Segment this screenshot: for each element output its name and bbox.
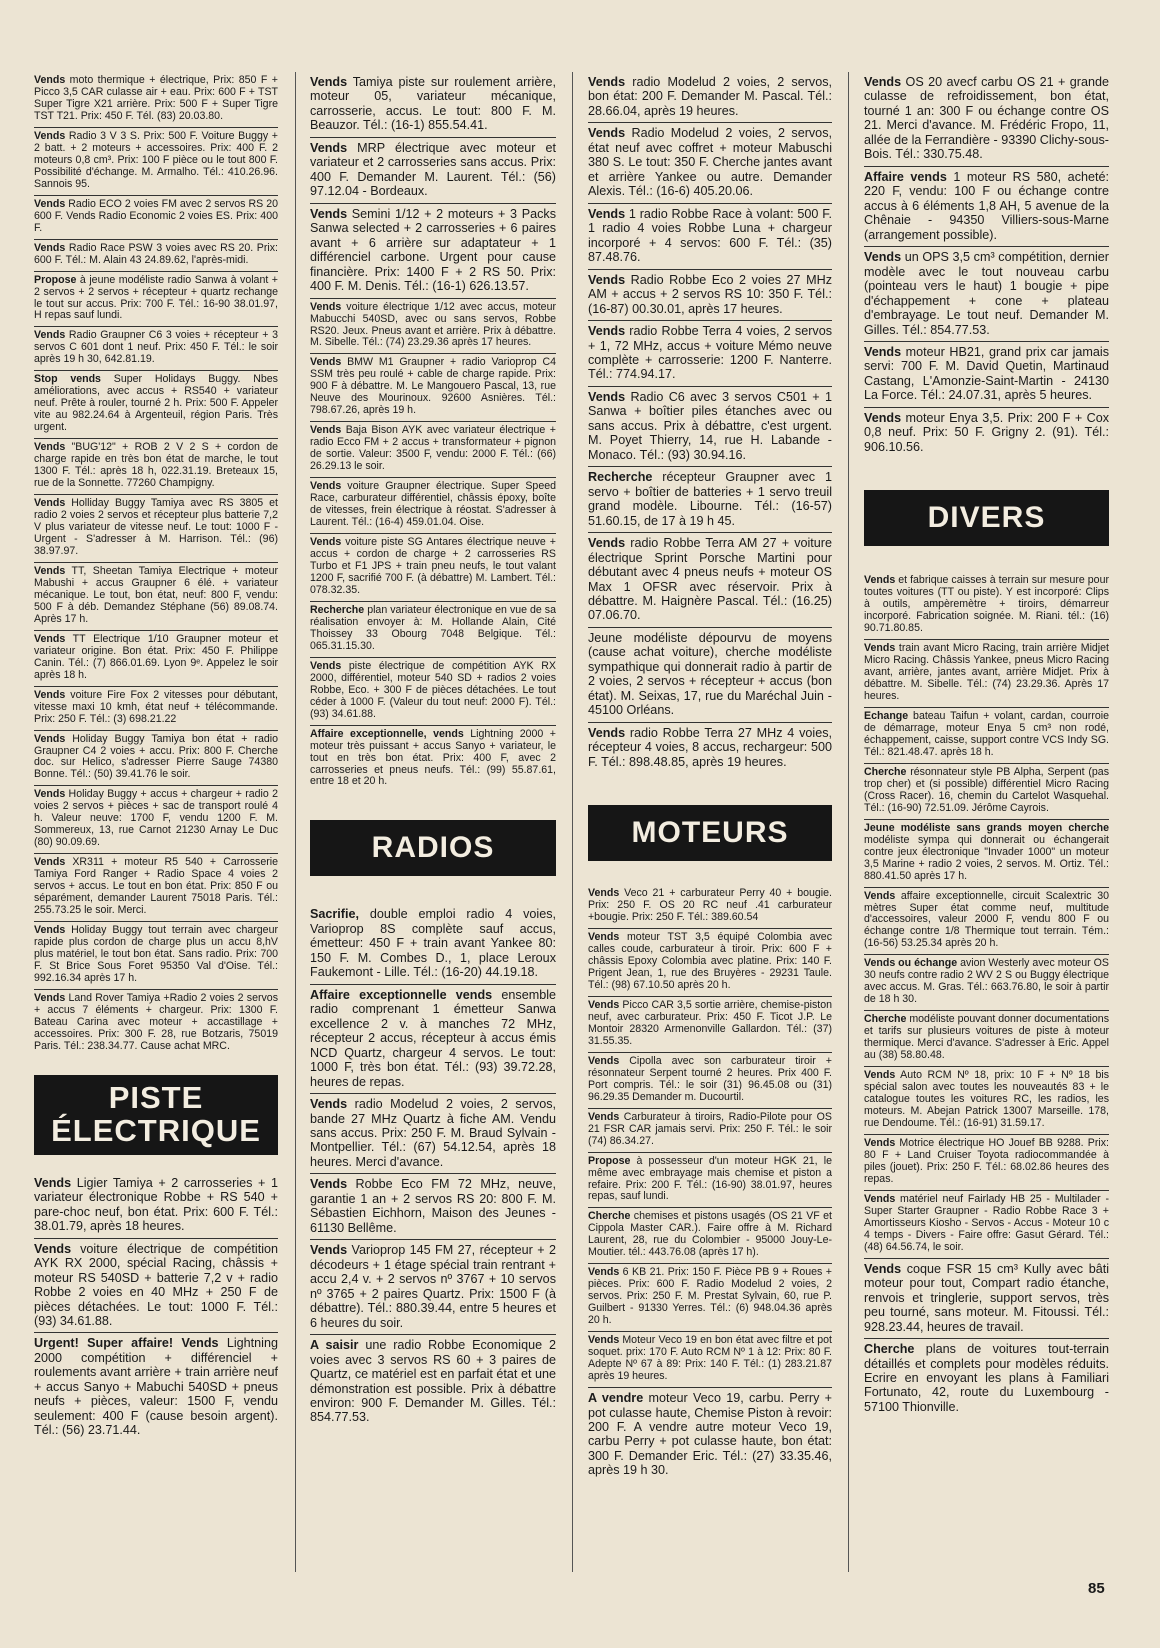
classified-ad: [34, 786, 278, 854]
classified-ad: [310, 422, 556, 478]
ad-lead: Vends: [310, 1097, 348, 1112]
ad-lead: Recherche: [588, 470, 653, 485]
classified-ad: [310, 658, 556, 726]
ad-text: train avant Micro Racing, train arrière Midjet Micro Racing. Châssis Yankee, pneus Micro Racing avant, arrière, jantes avant, arrière Midjet. Prix à débattre. M. Sibelle. Tél.: (74) 23.29.36. Après 17 heures.: [864, 642, 1109, 702]
classified-ad: [588, 72, 832, 123]
ad-text: bateau Taifun + volant, cardan, courroie de démarrage, moteur Enya 5 cm³ non rodé, échappement, caisse, support contre VCS Indy SG. Tél.: 821.48.47. après 18 h.: [864, 709, 1109, 758]
ad-lead: Recherche: [310, 603, 365, 616]
ad-text: voiture piste SG Antares électrique neuve + accus + cordon de charge + 2 carrosseries RS Turbo et F1 JPS + train pneu neufs, le tout valant 1200 F, sacrifié 700 F. (à débattre) M. Lambert. Tél.: 078.32.35.: [310, 536, 556, 596]
ad-lead: Cherche: [864, 1342, 915, 1357]
classified-ad: [310, 1335, 556, 1429]
ad-lead: Vends: [310, 206, 348, 221]
classified-ad: [864, 764, 1109, 820]
classified-ad: [588, 723, 832, 773]
ad-lead: Vends: [864, 75, 902, 89]
ad-lead: Vends: [310, 1177, 348, 1192]
ad-text: coque FSR 15 cm³ Kully avec bâti moteur pour tout, Compart radio étanche, renvois et tringlerie, support servos, très peu tourné, sans moteur. M. Fitoussi. Tél.: 928.23.44, heures de travail.: [864, 1261, 1109, 1334]
ad-lead: Vends: [34, 497, 66, 510]
classified-ad: [864, 408, 1109, 458]
ad-text: Radio Robbe Eco 2 voies 27 MHz AM + accus + 2 servos RS 10: 350 F. Tél.: (16-87) 00.30.01, après 17 heures.: [588, 272, 832, 316]
ad-text: résonnateur style PB Alpha, Serpent (pas trop cher) et (si possible) différentiel Micro Racing (Cross Racer). 16, chemin du Cartelot Wasquehal. Tél.: (16-90) 72.51.09. Jérôme Cayrois.: [864, 765, 1109, 814]
ad-lead: Vends: [310, 140, 348, 155]
ad-lead: Affaire exceptionnelle, vends: [310, 727, 464, 740]
ad-text: Radio 3 V 3 S. Prix: 500 F. Voiture Buggy + 2 batt. + 2 moteurs + accessoires. Prix: 400 F. 2 moteurs 0,8 cm³. Prix: 100 F pièce ou le tout 800 F. Possibilité d'échange. M. Armalho. Tél.: 410.26.96. Sannois 95.: [34, 129, 278, 190]
classified-ad: [588, 204, 832, 270]
ad-lead: Vends: [588, 931, 620, 944]
classified-ad: [588, 270, 832, 321]
ad-text: matériel neuf Fairlady HB 25 - Multilader - Super Starter Graupner - Radio Robbe Race 3 + Amortisseurs Kiosho - Servos - Accus - Moteur 10 c 4 temps - Divers - Faire offre: Gasut Gérard. Tél.: (48) 64.56.74, le soir.: [864, 1192, 1109, 1253]
ad-text: Radio Graupner C6 3 voies + récepteur + 3 servos C 601 dont 1 neuf. Prix: 450 F. Tél.: le soir après 19 h 30, 642.81.19.: [34, 329, 278, 366]
column-2: [310, 72, 556, 1429]
ad-text: plan variateur électronique en vue de sa réalisation envoyer à: M. Hollande Alain, Cité Thoissey 33 Obourg 7048 Belgique. Tél.: 065.31.15.30.: [310, 603, 556, 652]
ad-text: moto thermique + électrique, Prix: 850 F + Picco 3,5 CAR culasse air + eau. Prix: 600 F + TST Super Tigre X21 arrière. Prix: 500 F + Super Tigre TST T21. Prix: 450 F. Tél. (83) 20.03.80.: [34, 74, 278, 122]
ad-lead: A saisir: [310, 1338, 359, 1353]
ad-lead: Vends: [864, 1192, 896, 1205]
classified-ad: [588, 1264, 832, 1332]
ad-lead: Vends: [864, 250, 902, 265]
ad-lead: Vends: [864, 1261, 902, 1276]
classified-ad: [864, 247, 1109, 342]
ad-text: radio Robbe Terra 27 MHz 4 voies, récepteur 4 voies, 8 accus, rechargeur: 500 F. Tél.: 898.48.85, après 19 heures.: [588, 725, 832, 769]
classified-ad: [34, 439, 278, 495]
ads-list: [34, 72, 278, 1057]
ad-text: 6 KB 21. Prix: 150 F. Pièce PB 9 + Roues + pièces. Prix: 600 F. Radio Modelud 2 voies, 2 servos. Prix: 250 F. M. Prestat Sylvain, 60, rue P. Guilbert - 91330 Yerres. Tél.: (6) 948.04.36 après 20 h.: [588, 1266, 832, 1327]
ad-lead: Vends: [588, 272, 626, 287]
section-header-moteurs: MOTEURS: [588, 805, 832, 861]
ad-text: Baja Bison AYK avec variateur électrique + radio Ecco FM + 2 accus + transformateur + pignon de sortie. Valeur: 3500 F, vendu: 2000 F. Tél.: (66) 26.29.13 le soir.: [310, 424, 556, 473]
ad-text: voiture électrique de compétition AYK RX 2000, spécial Racing, châssis + moteur RS 540SD + batterie 7,2 v + radio Robbe 2 voies en 40 MHz + 250 F de pièces détachées. Le tout: 1000 F. Tél.: (93) 34.61.88.: [34, 1241, 278, 1328]
ad-text: un OPS 3,5 cm³ compétition, dernier modèle avec le tout nouveau carbu (pointeau vers le haut) 1 bougie + pipe d'échappement + cone + plateau d'embrayage. Le tout neuf. Demander M. Gilles. Tél.: 854.77.53.: [864, 250, 1109, 337]
classified-ad: [310, 1094, 556, 1174]
ad-lead: Vends: [34, 732, 66, 745]
ad-text: piste électrique de compétition AYK RX 2000, différentiel, moteur 540 SD + radios 2 voies Robbe, Eco. + 300 F de pièces détachées. Le tout céder à 1000 F. (Valeur du tout neuf: 2000 F). Tél.: (93) 34.61.88.: [310, 659, 556, 720]
ad-text: MRP électrique avec moteur et variateur et 2 carrosseries sans accus. Prix: 400 F. Demander M. Laurent. Tél.: (56) 97.12.04 - Bordeaux.: [310, 140, 556, 199]
ad-text: affaire exceptionnelle, circuit Scalextric 30 mètres Super état comme neuf, multitude d'accessoires, valeur 2000 F, vendu 800 F ou échange contre 1/8 Thermique tout terrain. Tém.: (16-56) 53.25.34 après 20 h.: [864, 889, 1109, 950]
classified-ad: [34, 240, 278, 272]
ad-lead: Vends: [34, 1175, 72, 1190]
ad-text: voiture Fire Fox 2 vitesses pour débutant, vitesse maxi 10 kmh, état neuf + télécommande. Prix: 250 F. Tél.: (3) 698.21.22: [34, 688, 278, 725]
classified-ad: [34, 563, 278, 631]
section-header-line: PISTE: [108, 1080, 204, 1116]
classified-ad: [34, 631, 278, 687]
classified-ad: [310, 138, 556, 204]
ad-text: Radio ECO 2 voies FM avec 2 servos RS 20 600 F. Vends Radio Economic 2 voies ES. Prix: 400 F.: [34, 197, 278, 234]
ad-lead: Vends: [34, 129, 66, 142]
ad-text: TT Electrique 1/10 Graupner moteur et variateur origine. Bon état. Prix: 450 F. Philippe Canin. Tél.: (7) 866.01.69. Lyon 9ᵉ. Appelez le soir après 18 h.: [34, 632, 278, 681]
ad-text: plans de voitures tout-terrain détaillés et complets pour modèles réduits. Ecrire en envoyant les plans à Familiari Fortunato, 42, route du Luxembourg - 57100 Thionville.: [864, 1342, 1109, 1414]
ad-lead: Propose: [588, 1154, 631, 1167]
column-1: [34, 72, 278, 1442]
ad-lead: Vends: [588, 389, 626, 404]
classified-ad: [864, 1259, 1109, 1339]
classified-ad: [588, 533, 832, 628]
ad-text: Carburateur à tiroirs, Radio-Pilote pour OS 21 FSR CAR jamais servi. Prix: 250 F. Tél.: le soir (74) 86.34.27.: [588, 1110, 832, 1147]
ad-lead: Vends: [864, 410, 902, 425]
classified-ad: [864, 167, 1109, 247]
ad-lead: Vends: [588, 998, 620, 1011]
ad-text: Tamiya piste sur roulement arrière, moteur 05, variateur mécanique, carrosserie, accus. Le tout: 800 F. M. Beauzor. Tél.: (16-1) 855.54.41.: [310, 75, 556, 133]
classified-ad: [310, 602, 556, 658]
classified-ad: [864, 640, 1109, 708]
classified-ad: [34, 371, 278, 439]
ad-lead: Vends: [864, 344, 902, 359]
classified-ad: [34, 196, 278, 240]
ad-text: OS 20 avecf carbu OS 21 + grande culasse de refroidissement, bon état, tourné 1 an: 300 F ou échange contre OS 21. Merci d'avance. M. Frédéric Fropo, 11, allée de la Ferrandière - 93390 Clichy-sous-Bois. Tél.: 330.75.48.: [864, 75, 1110, 162]
classified-ad: [310, 72, 556, 138]
ad-text: "BUG'12" + ROB 2 V 2 S + cordon de charge rapide en très bon état de marche, le tout 1300 F. Tél.: après 18 h, 022.31.19. Breteaux 15, rue de la Sonnette. 77260 Champigny.: [34, 441, 278, 490]
section-header-line: ÉLECTRIQUE: [51, 1112, 261, 1148]
ad-text: moteur Veco 19, carbu. Perry + pot culasse haute, Chemise Piston à revoir: 200 F. A vendre autre moteur Veco 19, carbu Perry + pot culasse haute, bon état: 300 F. Demander Eric. Tél.: (27) 33.35.46, après 19 h 30.: [588, 1391, 832, 1478]
ad-lead: Vends: [864, 1136, 896, 1149]
classified-ad: [864, 1339, 1109, 1418]
classified-ad: [588, 885, 832, 929]
column-3: [588, 72, 832, 1482]
ad-lead: Vends: [588, 75, 626, 89]
classified-ad: [34, 731, 278, 787]
classified-ad: [34, 1173, 278, 1239]
ad-lead: Stop vends: [34, 373, 101, 386]
ad-lead: A vendre: [588, 1391, 644, 1406]
ad-text: Land Rover Tamiya +Radio 2 voies 2 servos + accus 7 éléments + chargeur. Prix: 1300 F. Bateau Carina avec moteur + accastillage + accessoires. Prix: 300 F. 28, rue Botzaris, 75019 Paris. Tél.: 238.34.77. Cause achat MRC.: [34, 991, 278, 1052]
ad-lead: Vends: [34, 329, 66, 342]
ad-text: Moteur Veco 19 en bon état avec filtre et pot soquet. prix: 170 F. Auto RCM Nº 1 à 12: Prix: 80 F. Adepte Nº 67 à 89: Prix: 140 F. Tél.: (1) 283.21.87 après 19 heures.: [588, 1334, 832, 1383]
classified-ad: [588, 1208, 832, 1264]
ad-text: TT, Sheetan Tamiya Electrique + moteur Mabushi + accus Graupner 6 élé. + variateur mécanique. Le tout, bon état, neuf: 800 F, vendu: 500 F à déb. Demandez Stéphane (56) 89.08.74. Après 17 h.: [34, 564, 278, 625]
classified-ad: [34, 1333, 278, 1441]
section-header-radios: RADIOS: [310, 820, 556, 876]
ad-lead: Vends: [588, 206, 626, 221]
ad-lead: Vends: [310, 659, 342, 672]
classified-ad: [34, 495, 278, 563]
ad-lead: Vends: [34, 197, 66, 210]
ad-text: à jeune modéliste radio Sanwa à volant + 2 servos + 2 servos + récepteur + quartz rechange le tout sur accus. Prix: 700 F. Tél.: 16-90 38.01.97, H repas sauf lundi.: [34, 273, 278, 322]
ad-lead: Affaire exceptionnelle vends: [310, 987, 493, 1002]
ads-list: [588, 885, 832, 1482]
ad-text: Holiday Buggy Tamiya bon état + radio Graupner C4 2 voies + accu. Prix: 800 F. Cherche doc. sur Helico, s'adresser Pierre Sauge 74380 Bonne. Tél.: (50) 39.41.76 le soir.: [34, 732, 278, 781]
classified-ad: [34, 854, 278, 922]
ads-list: [588, 72, 832, 773]
ad-text: chemises et pistons usagés (OS 21 VF et Cippola Master CAR.). Faire offre à M. Richard Laurent, 28, rue du Colombier - 95000 Jouy-Le-Moutier. tél.: 443.76.08 (après 17 h).: [588, 1210, 832, 1259]
classified-ad: [34, 687, 278, 731]
section-header-piste-electrique: [34, 1075, 278, 1155]
column-divider: [572, 72, 573, 1572]
ad-lead: Vends: [34, 991, 66, 1004]
classified-ad: [588, 1388, 832, 1482]
ad-lead: Vends: [310, 480, 342, 493]
classified-ad: [864, 955, 1109, 1011]
ad-text: à possesseur d'un moteur HGK 21, le même avec embrayage mais chemise et piston a refaire. Prix: 200 F. Tél.: (16-90) 38.01.97, heures repas, sauf lundi.: [588, 1154, 832, 1203]
ad-text: et fabrique caisses à terrain sur mesure pour toutes voitures (TT ou piste). Y est incorporé: Clips à outils, ampèremètre + tiroirs, démarreur incorporé. Fabrication soignée. M. Riani. tél.: (16) 90.71.80.85.: [864, 574, 1109, 635]
ads-list: [864, 72, 1109, 458]
classified-ad: [588, 321, 832, 387]
classified-ad: [310, 985, 556, 1094]
section-header-divers: DIVERS: [864, 490, 1109, 546]
ad-text: Radio Modelud 2 voies, 2 servos, état neuf avec coffret + moteur Mabuschi 380 S. Le tout: 350 F. Cherche jantes avant et arrière Yankee ou autre. Demander Alexis. Tél.: (16-6) 405.20.06.: [588, 126, 832, 199]
ad-text: Holiday Buggy + accus + chargeur + radio 2 voies 2 servos + pièces + sac de transport roulé 4 h. Valeur neuve: 1700 F, vendu 1200 F. M. Sommereux, 13, rue Carnot 21230 Arnay Le Duc (80) 90.09.69.: [34, 788, 278, 849]
ad-lead: Cherche: [588, 1210, 631, 1223]
ad-text: moteur HB21, grand prix car jamais servi: 700 F. M. David Quetin, Martinaud Castang, L'Amonzie-Saint-Martin - 24130 La Force. Tél.: 24.07.31, après 5 heures.: [864, 344, 1109, 403]
classified-ad: [588, 467, 832, 533]
ad-text: Super Holidays Buggy. Nbes améliorations, avec accus + RS540 + variateur neuf. Prête à rouler, tourné 2 h. Prix: 500 F. Appeler vite au 982.24.64 à Argenteuil, région Paris. Très urgent.: [34, 373, 278, 434]
classified-ad: [310, 1240, 556, 1335]
column-divider: [848, 72, 849, 1572]
ads-list: [310, 904, 556, 1428]
ad-text: modéliste sympa qui donnerait ou échangerait contre jeux électronique "Invader 1000" un moteur 3,5 Marine + radio 2 voies, 2 servos. M. Ortiz. Tél.: 880.41.50 après 17 h.: [864, 833, 1109, 882]
classified-ad: [588, 1053, 832, 1109]
ad-text: BMW M1 Graupner + radio Varioprop C4 SSM très peu roulé + cable de charge rapide. Prix: 900 F à débattre. M. Le Mangouero Pascal, 13, rue Neuve des Mourinoux. 92600 Asnières. Tél.: 798.67.26, après 19 h.: [310, 356, 556, 417]
ad-lead: Vends: [34, 74, 66, 86]
ad-text: Veco 21 + carburateur Perry 40 + bougie. Prix: 250 F. OS 20 RC neuf .41 carburateur +bougie. Prix: 250 F. Tél.: 389.60.54: [588, 887, 832, 924]
ad-lead: Vends: [310, 536, 342, 549]
column-4: [864, 72, 1109, 1418]
ad-lead: Vends: [34, 632, 66, 645]
ad-text: une radio Robbe Economique 2 voies avec 3 servos RS 60 + 3 paires de Quartz, ce matériel est en parfait état et une démonstration est possible. Prix à débattre environ: 900 F. Demander M. Gilles. Tél.: 854.77.53.: [310, 1338, 557, 1425]
classified-ad: [310, 726, 556, 793]
classified-ad: [588, 1153, 832, 1209]
ad-text: Radio Race PSW 3 voies avec RS 20. Prix: 600 F. Tél.: M. Alain 43 24.89.62, l'après-midi.: [34, 241, 278, 266]
ad-lead: Vends: [310, 356, 342, 369]
ad-lead: Vends: [34, 856, 66, 869]
ad-lead: Jeune modéliste sans grands moyen cherche: [864, 821, 1109, 834]
classified-ad: [864, 1067, 1109, 1135]
classified-ad: [588, 929, 832, 997]
ad-text: modéliste pouvant donner documentations et tarifs sur plusieurs voitures de piste à moteur thermique. Merci d'avance. S'adresser à Eric. Appel au (38) 58.80.48.: [864, 1013, 1109, 1062]
classified-ad: [34, 272, 278, 328]
classified-ad: [34, 990, 278, 1057]
ad-lead: Cherche: [864, 1013, 907, 1026]
ad-text: radio Robbe Terra 4 voies, 2 servos + 1, 72 MHz, accus + voiture Mémo neuve complète + carrosserie: 1200 F. Nanterre. Tél.: 774.94.17.: [588, 324, 832, 382]
classified-ad: [864, 888, 1109, 956]
ad-text: Holiday Buggy tout terrain avec chargeur rapide plus cordon de charge plus un accu 8,hV plus matériel, le tout bon état. Sans radio. Prix: 700 F. St Brice Sous Foret 95350 Val d'Oise. Tél.: 992.16.34 après 17 h.: [34, 924, 278, 984]
ad-lead: Echange: [864, 709, 909, 722]
classified-ad: [588, 1109, 832, 1153]
ad-lead: Vends: [588, 536, 626, 551]
ad-lead: Vends: [34, 688, 66, 701]
ad-lead: Affaire vends: [864, 169, 947, 184]
ads-list: [310, 72, 556, 792]
ad-lead: Vends: [310, 75, 348, 89]
classified-ad: [864, 1135, 1109, 1191]
ad-text: 1 moteur RS 580, acheté: 220 F, vendu: 100 F ou échange contre accus à 6 éléments 1,8 AH, 5 avenue de la Chênaie - 94350 Villiers-sous-Marne (arrangement possible).: [864, 169, 1109, 242]
ad-text: radio Modelud 2 voies, 2 servos, bon état: 200 F. Demander M. Pascal. Tél.: 28.66.04, après 19 heures.: [588, 75, 832, 118]
ad-text: double emploi radio 4 voies, Varioprop 8S complète sauf accus, émetteur: 450 F + train avant Yankee 80: 150 F. M. Combes D., 1, place Leroux Faukemont - Lille. Tél.: (16-20) 44.19.18.: [310, 907, 556, 980]
classified-ad: [34, 128, 278, 196]
ad-text: ensemble radio comprenant 1 émetteur Sanwa excellence 2 v. à manches 72 MHz, récepteur 2 accus, récepteur à accus émis NCD Quartz, chargeur 4 servos. Le tout: 1000 F, très bon état. Tél.: (93) 39.72.28, heures de repas.: [310, 987, 556, 1089]
ad-text: Lightning 2000 compétition + différenciel + roulements avant arrière + train arrière neuf + accus Sanyo + Mabuchi 540SD + pneus neufs + pièces, valeur: 1500 F, vendu seulement: 400 F (cause besoin argent). Tél.: (56) 23.71.44.: [34, 1336, 278, 1438]
ad-lead: Vends: [310, 1243, 348, 1258]
ad-lead: Vends: [864, 1069, 896, 1082]
ad-text: Jeune modéliste dépourvu de moyens (cause achat voiture), cherche modéliste sympathique qui donnerait radio à partir de 2 voies, 2 servos + récepteur + accus (bon état). M. Seixas, 17, rue du Maréchal Juin - 45100 Orléans.: [588, 630, 832, 718]
ad-lead: Vends: [34, 564, 66, 577]
classified-ad: [310, 354, 556, 422]
classified-ad: [588, 628, 832, 723]
ad-lead: Vends: [34, 441, 66, 454]
classified-ad: [864, 708, 1109, 764]
classified-ad: [864, 820, 1109, 888]
classified-ad: [864, 572, 1109, 640]
classified-ad: [588, 123, 832, 203]
ad-text: Holliday Buggy Tamiya avec RS 3805 et radio 2 voies 2 servos et récepteur plus batterie 7,2 V plus variateur de vitesse neuf. Le tout: 1000 F - Urgent - S'adresser à M. Harrison. Tél.: (96) 38.97.97.: [34, 497, 278, 557]
classified-ad: [34, 72, 278, 128]
ad-text: Radio C6 avec 3 servos C501 + 1 Sanwa + boîtier piles étanches avec ou sans accus. Prix à débattre, c'est urgent. M. Poyet Thierry, 14, rue H. Labande - Monaco. Tél.: (93) 30.94.16.: [588, 389, 832, 462]
ad-text: radio Modelud 2 voies, 2 servos, bande 27 MHz Quartz à fiche AM. Vendu sans accus. Prix: 250 F. M. Braud Sylvain - Montpellier. Tél.: (67) 54.12.54, après 18 heures. Merci d'avance.: [310, 1097, 556, 1169]
ad-text: XR311 + moteur R5 540 + Carrosserie Tamiya Ford Ranger + Radio Space 4 voies 2 servos + accus. Le tout en bon état. Prix: 850 F ou séparément, demander Laurent 75018 Paris. Tél.: 255.73.25 le soir. Merci.: [34, 856, 278, 917]
ad-text: Cipolla avec son carburateur tiroir + résonnateur Serpent tourné 2 heures. Prix 400 F. Port compris. Tél.: le soir (31) 96.45.08 ou (31) 96.29.35 Demander m. Ducourtil.: [588, 1054, 832, 1103]
classified-ad: [34, 327, 278, 371]
ad-lead: Vends: [588, 126, 626, 141]
ads-list: [864, 572, 1109, 1418]
ad-text: Robbe Eco FM 72 MHz, neuve, garantie 1 an + 2 servos RS 20: 800 F. M. Sébastien Eichhorn, Maison des Jeunes - 61130 Bellême.: [310, 1177, 556, 1235]
ad-lead: Vends ou échange: [864, 957, 958, 970]
ad-text: Ligier Tamiya + 2 carrosseries + 1 variateur électronique Robbe + RS 540 + pare-choc neuf, bon état. Prix: 600 F. Tél.: 38.01.79, après 18 heures.: [34, 1175, 278, 1234]
ad-text: Auto RCM Nº 18, prix: 10 F + Nº 18 bis spécial salon avec toutes les nouveautés 83 + le catalogue toutes les voitures RC, les radios, les moteurs. M. Abejan Patrick 13007 Marseille. 178, rue Dendoume. Tél.: (16-91) 31.59.17.: [864, 1069, 1109, 1129]
ad-lead: Vends: [864, 574, 896, 587]
classified-ad: [864, 72, 1109, 167]
classified-ad: [864, 342, 1109, 408]
ad-lead: Vends: [864, 889, 896, 902]
ad-lead: Vends: [34, 788, 66, 801]
ad-lead: Vends: [34, 924, 66, 937]
ad-text: voiture Graupner électrique. Super Speed Race, carburateur différentiel, châssis époxy, boîte de vitesses, frein électrique à réostat. S'adresser à Laurent. Tél.: (16-4) 459.01.04. Oise.: [310, 480, 556, 529]
ads-list: [34, 1173, 278, 1442]
classified-ad: [310, 204, 556, 299]
classified-ad: [864, 1191, 1109, 1259]
ad-lead: Urgent! Super affaire! Vends: [34, 1336, 219, 1351]
classified-ad: [310, 1174, 556, 1240]
ad-lead: Vends: [588, 324, 626, 339]
classified-ad: [864, 1011, 1109, 1067]
ad-lead: Vends: [588, 1054, 620, 1067]
ad-lead: Propose: [34, 273, 77, 286]
ad-lead: Vends: [588, 725, 626, 740]
classified-ad: [310, 534, 556, 602]
classified-ad: [588, 387, 832, 467]
classified-ad: [310, 478, 556, 534]
ad-text: Varioprop 145 FM 27, récepteur + 2 décodeurs + 1 étage spécial train rentrant + accu 2,4 v. + 2 servos nº 3767 + 10 servos nº 3765 + 2 paires Quartz. Prix: 1500 F (à débattre). Tél.: 880.39.44, entre 5 heures et 6 heures du soir.: [310, 1243, 556, 1330]
classified-ad: [34, 1239, 278, 1334]
ad-lead: Sacrifie,: [310, 907, 360, 922]
page-number: 85: [1088, 1580, 1105, 1597]
column-divider: [295, 72, 296, 1572]
ad-lead: Vends: [34, 1241, 72, 1256]
classified-ad: [588, 997, 832, 1053]
ad-text: moteur Enya 3,5. Prix: 200 F + Cox 0,8 neuf. Prix: 50 F. Grigny 2. (91). Tél.: 906.10.56.: [864, 410, 1109, 454]
ad-text: moteur TST 3,5 équipé Colombia avec calles coude, carburateur à tiroir. Prix: 600 F + châssis Epoxy Colombia avec platine. Prix: 140 F. Prigent Jean, 1, rue des Bruyères - 29231 Taule. Tél.: (98) 67.10.50 après 20 h.: [588, 931, 832, 991]
ad-text: 1 radio Robbe Race à volant: 500 F. 1 radio 4 voies Robbe Luna + chargeur incorporé + 4 servos: 600 F. Tél.: (35) 87.48.76.: [588, 206, 832, 265]
ad-lead: Vends: [588, 887, 620, 900]
classified-ad: [310, 904, 556, 984]
ad-lead: Vends: [864, 642, 896, 655]
ad-lead: Vends: [588, 1266, 620, 1279]
ad-text: Lightning 2000 + moteur très puissant + accus Sanyo + variateur, le tout en très bon état. Prix: 400 F, avec 2 carrosseries et pneus neufs. Tél.: (99) 55.87.61, entre 18 et 20 h.: [310, 727, 556, 788]
ad-lead: Vends: [34, 241, 66, 254]
ad-text: Semini 1/12 + 2 moteurs + 3 Packs Sanwa selected + 2 carrosseries + 6 paires avant + 6 arrière sur adaptateur + 1 différenciel carbone. Urgent pour cause financière. Prix: 1400 F + 2 RS 50. Prix: 400 F. M. Denis. Tél.: (16-1) 626.13.57.: [310, 206, 556, 294]
ad-lead: Vends: [310, 424, 342, 437]
classified-ad: [588, 1332, 832, 1388]
classified-ad: [34, 922, 278, 990]
ad-lead: Vends: [310, 300, 342, 313]
ad-lead: Vends: [588, 1334, 620, 1347]
ad-lead: Cherche: [864, 765, 907, 778]
ad-text: récepteur Graupner avec 1 servo + boîtier de batteries + 1 servo treuil grand modèle. Libourne. Tél.: (16-57) 51.60.15, de 17 à 19 h 45.: [588, 470, 832, 528]
ad-text: avion Westerly avec moteur OS 30 neufs contre radio 2 WV 2 S ou Buggy électrique avec accus. M. Gras. Tél.: 663.76.80, le soir à partir de 18 h 30.: [864, 957, 1109, 1006]
ad-text: Motrice électrique HO Jouef BB 9288. Prix: 80 F + Land Cruiser Toyota radiocommandée à piles (jouet). Prix: 250 F. Tél.: 68.02.86 heures des repas.: [864, 1136, 1109, 1185]
ad-lead: Vends: [588, 1110, 620, 1123]
ad-text: Picco CAR 3,5 sortie arrière, chemise-piston neuf, avec carburateur. Prix: 450 F. Ticot J.P. Le Montoir 28320 Armenonville Gallardon. Tél.: (37) 31.55.35.: [588, 998, 832, 1047]
classified-ad: [310, 299, 556, 355]
ad-text: radio Robbe Terra AM 27 + voiture électrique Sprint Porsche Martini pour débutant avec 4 pneus neufs + moteur OS Max 1 OFSR avec réservoir. Prix à débattre. M. Haignère Pascal. Tél.: (16.25) 07.06.70.: [588, 536, 832, 623]
ad-text: voiture électrique 1/12 avec accus, moteur Mabucchi 540SD, avec ou sans servos, Robbe RS20. Jeux. Pneus avant et arrière. Prix à débattre. M. Sibelle. Tél.: (74) 23.29.36 après 17 heures.: [310, 300, 556, 349]
